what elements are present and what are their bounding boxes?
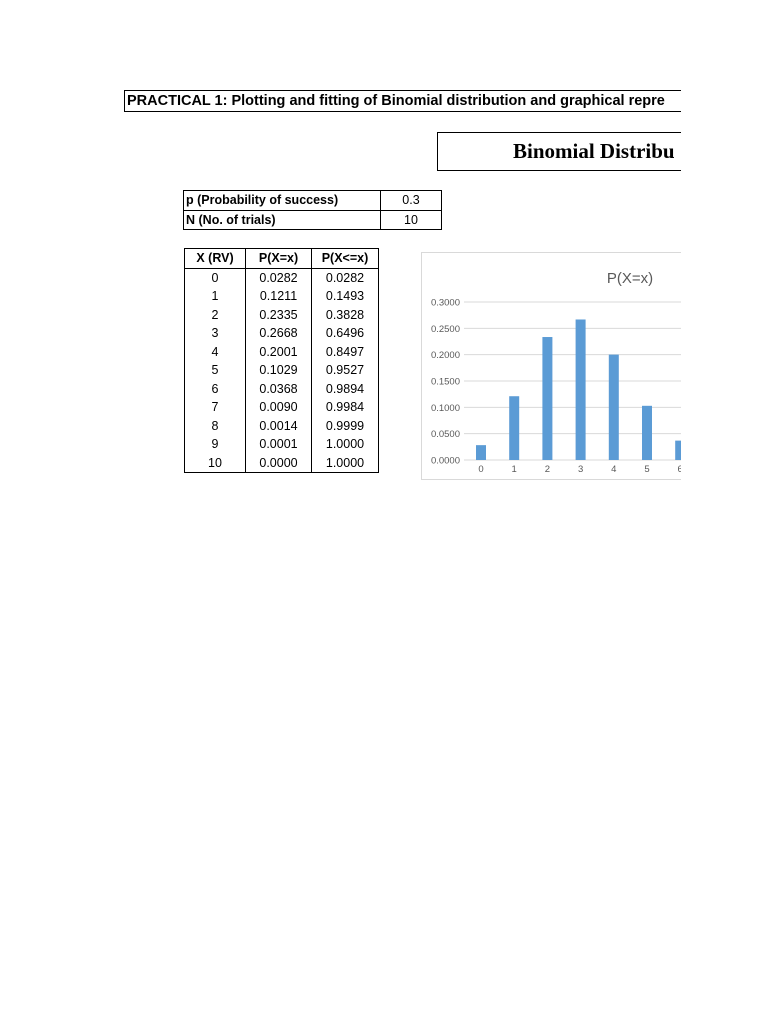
- cell-x: 5: [185, 361, 246, 380]
- x-tick-label: 2: [544, 464, 551, 475]
- cell-x: 6: [185, 380, 246, 399]
- x-tick-label: 1: [511, 464, 517, 475]
- y-tick-label: 0.2000: [430, 350, 460, 362]
- sheet-title: Binomial Distribu: [437, 132, 681, 171]
- table-row: [185, 343, 379, 362]
- x-tick-label: 4: [611, 464, 617, 475]
- parameter-label: p (Probability of success): [184, 191, 381, 211]
- cell-pmf: 0.0090: [246, 398, 312, 417]
- cell-x: 3: [185, 324, 246, 343]
- cell-pmf: 0.0001: [246, 435, 312, 454]
- cell-cdf: 1.0000: [312, 435, 379, 454]
- cell-cdf: 0.9999: [312, 417, 379, 436]
- parameter-value[interactable]: 10: [381, 210, 442, 230]
- x-tick-label: 3: [577, 464, 584, 475]
- bar[interactable]: [476, 445, 486, 460]
- cell-cdf: 0.3828: [312, 306, 379, 325]
- cell-x: 7: [185, 398, 246, 417]
- y-tick-label: 0.2500: [430, 323, 460, 335]
- cell-x: 8: [185, 417, 246, 436]
- bar[interactable]: [576, 319, 586, 460]
- cell-pmf: 0.0282: [246, 268, 312, 287]
- table-header-row: [185, 249, 379, 269]
- parameter-row: [184, 210, 442, 230]
- table-row: [185, 287, 379, 306]
- table-row: [185, 306, 379, 325]
- table-row: [185, 454, 379, 473]
- table-row: [185, 398, 379, 417]
- practical-title: PRACTICAL 1: Plotting and fitting of Binomial distribution and graphical repre: [124, 90, 681, 112]
- cell-x: 0: [185, 268, 246, 287]
- y-tick-label: 0.1500: [430, 376, 460, 388]
- bar[interactable]: [509, 396, 519, 460]
- cell-cdf: 0.9984: [312, 398, 379, 417]
- y-tick-label: 0.3000: [430, 297, 460, 309]
- parameters-table: [183, 190, 442, 230]
- cell-pmf: 0.2001: [246, 343, 312, 362]
- cell-pmf: 0.1029: [246, 361, 312, 380]
- chart-canvas: [422, 253, 681, 481]
- parameter-label: N (No. of trials): [184, 210, 381, 230]
- cell-cdf: 0.8497: [312, 343, 379, 362]
- header-cdf: P(X<=x): [312, 249, 379, 269]
- bar[interactable]: [675, 441, 681, 460]
- header-x: X (RV): [185, 249, 246, 269]
- table-row: [185, 324, 379, 343]
- cell-cdf: 0.1493: [312, 287, 379, 306]
- cell-pmf: 0.2335: [246, 306, 312, 325]
- y-tick-label: 0.1000: [430, 402, 460, 414]
- cell-cdf: 0.0282: [312, 268, 379, 287]
- table-row: [185, 268, 379, 287]
- table-row: [185, 380, 379, 399]
- y-tick-label: 0.0500: [430, 429, 460, 441]
- bar[interactable]: [542, 337, 552, 460]
- table-row: [185, 361, 379, 380]
- chart-title: P(X=x): [606, 270, 654, 287]
- parameter-row: [184, 191, 442, 211]
- cell-x: 2: [185, 306, 246, 325]
- x-tick-label: 5: [644, 464, 650, 475]
- cell-cdf: 0.9894: [312, 380, 379, 399]
- cell-cdf: 0.9527: [312, 361, 379, 380]
- table-row: [185, 417, 379, 436]
- cell-pmf: 0.0368: [246, 380, 312, 399]
- x-tick-label: 0: [478, 464, 484, 475]
- cell-x: 4: [185, 343, 246, 362]
- cell-x: 10: [185, 454, 246, 473]
- distribution-table: [184, 248, 379, 473]
- parameter-value[interactable]: 0.3: [381, 191, 442, 211]
- bar[interactable]: [609, 355, 619, 460]
- cell-cdf: 0.6496: [312, 324, 379, 343]
- cell-pmf: 0.0014: [246, 417, 312, 436]
- table-row: [185, 435, 379, 454]
- pmf-chart[interactable]: [421, 252, 681, 480]
- cell-x: 1: [185, 287, 246, 306]
- cell-pmf: 0.2668: [246, 324, 312, 343]
- cell-pmf: 0.1211: [246, 287, 312, 306]
- y-tick-label: 0.0000: [430, 455, 460, 467]
- cell-pmf: 0.0000: [246, 454, 312, 473]
- bar[interactable]: [642, 406, 652, 460]
- x-tick-label: 6: [677, 464, 683, 475]
- cell-x: 9: [185, 435, 246, 454]
- cell-cdf: 1.0000: [312, 454, 379, 473]
- header-pmf: P(X=x): [246, 249, 312, 269]
